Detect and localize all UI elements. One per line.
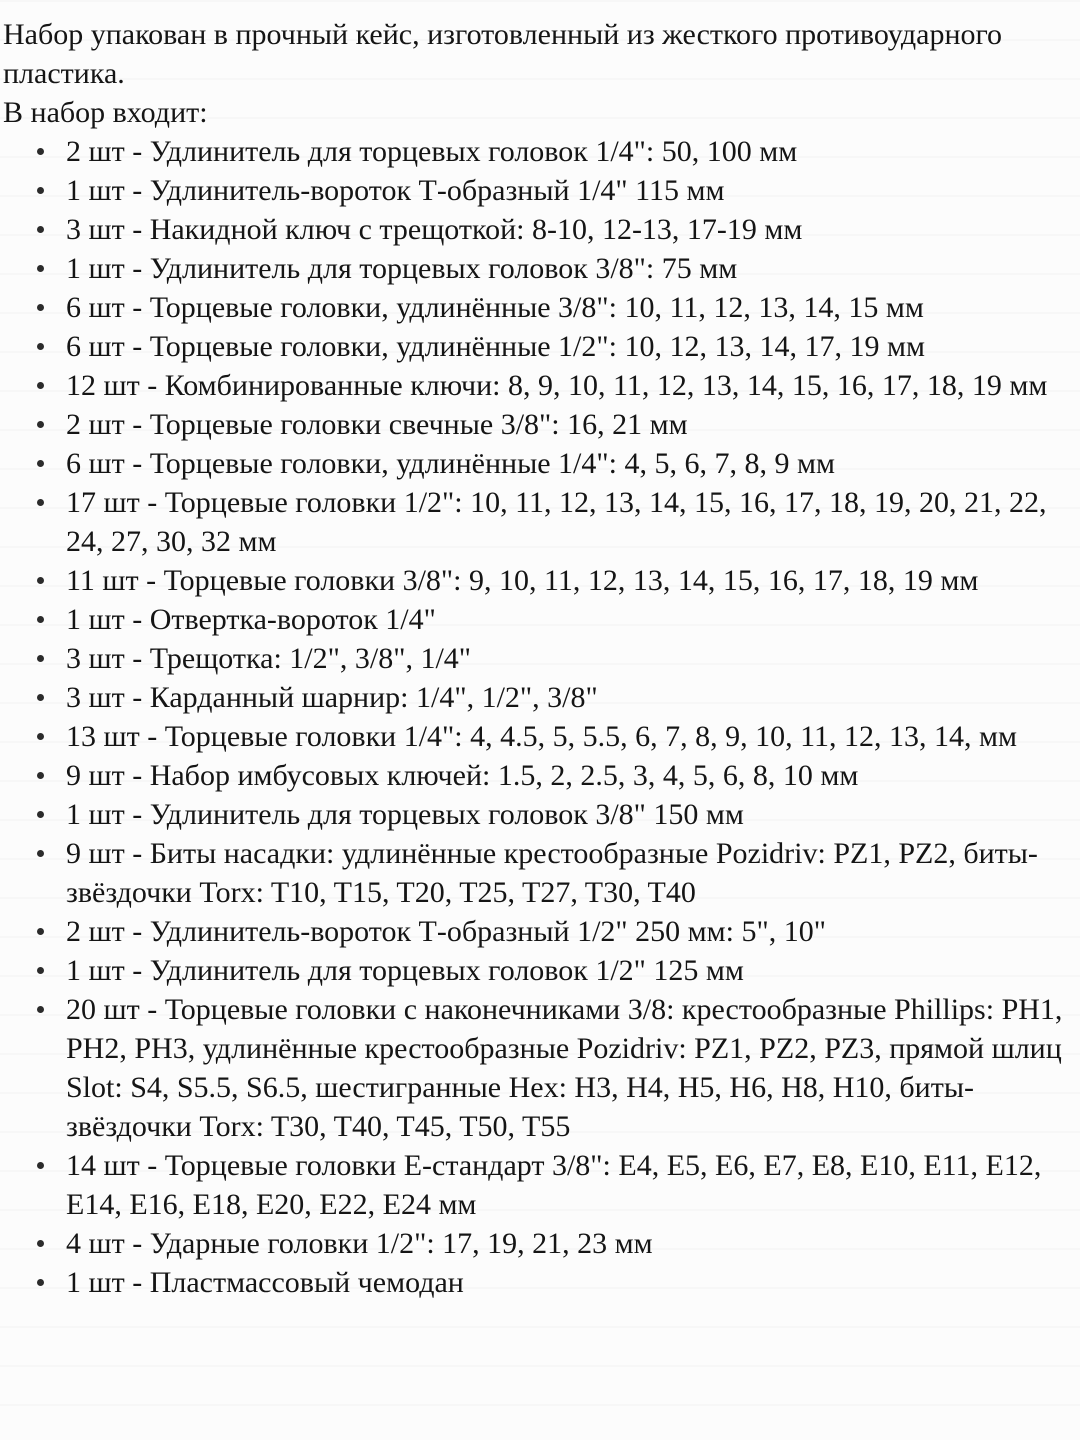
list-item <box>3 834 1066 912</box>
list-item <box>3 756 1066 795</box>
list-item <box>3 1263 1066 1302</box>
bullet-icon <box>37 1162 44 1169</box>
list-item-text: 1 шт - Удлинитель для торцевых головок 3/8" 150 мм <box>66 798 744 831</box>
list-item-text: 2 шт - Торцевые головки свечные 3/8": 16, 21 мм <box>66 408 688 441</box>
list-item-text: 9 шт - Биты насадки: удлинённые крестообразные Pozidriv: PZ1, PZ2, биты-звёздочки Torx: T10, T15, T20, T25, T27, T30, T40 <box>66 837 1038 909</box>
list-item-text: 2 шт - Удлинитель-вороток Т-образный 1/2" 250 мм: 5", 10" <box>66 915 826 948</box>
bullet-icon <box>37 928 44 935</box>
list-item-text: 14 шт - Торцевые головки Е-стандарт 3/8": E4, E5, E6, E7, E8, E10, E11, E12, E14, E16, E18, E20, E22, E24 мм <box>66 1149 1042 1221</box>
list-item <box>3 1224 1066 1263</box>
list-item-text: 13 шт - Торцевые головки 1/4": 4, 4.5, 5, 5.5, 6, 7, 8, 9, 10, 11, 12, 13, 14, мм <box>66 720 1017 753</box>
list-item-text: 4 шт - Ударные головки 1/2": 17, 19, 21, 23 мм <box>66 1227 653 1260</box>
bullet-icon <box>37 655 44 662</box>
list-item <box>3 951 1066 990</box>
bullet-icon <box>37 265 44 272</box>
list-item <box>3 795 1066 834</box>
list-item <box>3 210 1066 249</box>
list-item <box>3 327 1066 366</box>
bullet-icon <box>37 967 44 974</box>
bullet-icon <box>37 382 44 389</box>
list-item <box>3 132 1066 171</box>
list-item-text: 3 шт - Карданный шарнир: 1/4", 1/2", 3/8" <box>66 681 598 714</box>
list-heading: В набор входит: <box>3 96 208 129</box>
bullet-icon <box>37 694 44 701</box>
bullet-icon <box>37 616 44 623</box>
list-item <box>3 717 1066 756</box>
list-item <box>3 600 1066 639</box>
list-item <box>3 444 1066 483</box>
list-item <box>3 912 1066 951</box>
list-item-text: 1 шт - Удлинитель для торцевых головок 3/8": 75 мм <box>66 252 738 285</box>
list-item-text: 6 шт - Торцевые головки, удлинённые 1/2": 10, 12, 13, 14, 17, 19 мм <box>66 330 925 363</box>
bullet-icon <box>37 421 44 428</box>
bullet-icon <box>37 733 44 740</box>
list-item <box>3 405 1066 444</box>
list-item-text: 11 шт - Торцевые головки 3/8": 9, 10, 11, 12, 13, 14, 15, 16, 17, 18, 19 мм <box>66 564 979 597</box>
list-item-text: 3 шт - Трещотка: 1/2", 3/8", 1/4" <box>66 642 472 675</box>
list-item <box>3 990 1066 1146</box>
list-item <box>3 639 1066 678</box>
list-item-text: 9 шт - Набор имбусовых ключей: 1.5, 2, 2.5, 3, 4, 5, 6, 8, 10 мм <box>66 759 859 792</box>
bullet-icon <box>37 226 44 233</box>
bullet-icon <box>37 460 44 467</box>
bullet-icon <box>37 772 44 779</box>
list-item-text: 20 шт - Торцевые головки с наконечниками 3/8: крестообразные Phillips: PH1, PH2, PH3, удлинённые крестообразные Pozidriv: PZ1, PZ2, PZ3, прямой шлиц Slot: S4, S5.5, S6.5, шестигранные Hex: H3, H4, H5, H6, H8, H10, биты-звёздочки Torx: T30, T40, T45, T50, T55 <box>66 993 1063 1143</box>
bullet-icon <box>37 187 44 194</box>
bullet-icon <box>37 1240 44 1247</box>
list-item-text: 12 шт - Комбинированные ключи: 8, 9, 10, 11, 12, 13, 14, 15, 16, 17, 18, 19 мм <box>66 369 1048 402</box>
list-item-text: 1 шт - Пластмассовый чемодан <box>66 1266 464 1299</box>
list-item-text: 3 шт - Накидной ключ с трещоткой: 8-10, 12-13, 17-19 мм <box>66 213 803 246</box>
list-item-text: 1 шт - Удлинитель-вороток Т-образный 1/4" 115 мм <box>66 174 725 207</box>
list-item-text: 2 шт - Удлинитель для торцевых головок 1/4": 50, 100 мм <box>66 135 798 168</box>
bullet-icon <box>37 577 44 584</box>
bullet-icon <box>37 343 44 350</box>
intro-paragraph: Набор упакован в прочный кейс, изготовленный из жесткого противоударного пластика. <box>3 18 1003 90</box>
list-item-text: 1 шт - Удлинитель для торцевых головок 1/2" 125 мм <box>66 954 744 987</box>
bullet-icon <box>37 1006 44 1013</box>
bullet-icon <box>37 499 44 506</box>
list-item <box>3 561 1066 600</box>
list-item-text: 1 шт - Отвертка-вороток 1/4" <box>66 603 436 636</box>
list-item <box>3 483 1066 561</box>
list-item <box>3 249 1066 288</box>
bullet-icon <box>37 1279 44 1286</box>
list-item-text: 17 шт - Торцевые головки 1/2": 10, 11, 12, 13, 14, 15, 16, 17, 18, 19, 20, 21, 22, 24, 27, 30, 32 мм <box>66 486 1047 558</box>
list-item <box>3 288 1066 327</box>
bullet-icon <box>37 850 44 857</box>
bullet-icon <box>37 304 44 311</box>
list-item <box>3 366 1066 405</box>
bullet-icon <box>37 148 44 155</box>
list-item <box>3 678 1066 717</box>
contents-list <box>3 132 1066 1302</box>
bullet-icon <box>37 811 44 818</box>
list-item <box>3 171 1066 210</box>
list-item-text: 6 шт - Торцевые головки, удлинённые 1/4": 4, 5, 6, 7, 8, 9 мм <box>66 447 835 480</box>
list-item-text: 6 шт - Торцевые головки, удлинённые 3/8": 10, 11, 12, 13, 14, 15 мм <box>66 291 924 324</box>
list-item <box>3 1146 1066 1224</box>
